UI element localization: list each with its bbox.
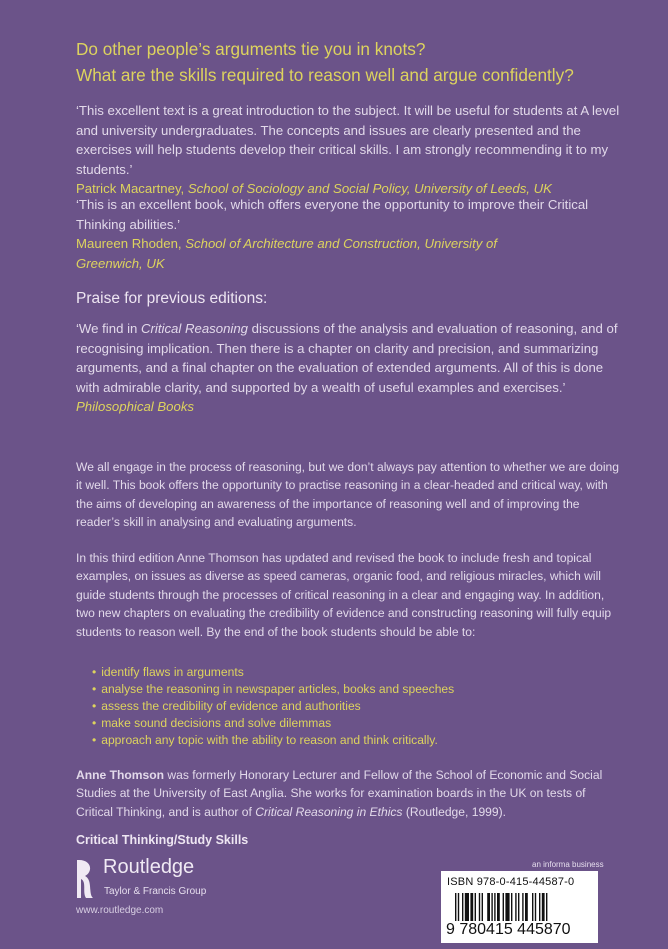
description-paragraph: We all engage in the process of reasoning, but we don’t always pay attention to whether we are doing it well. This book offers the opportunity to practise reasoning in a clear-headed and critical way, with the aims of developing an awareness of the importance of reasoning well and of improving the reader’s skill in analysing and evaluating arguments. xyxy=(76,460,619,530)
praise-heading: Praise for previous editions: xyxy=(76,290,268,307)
ean-number: 9 780415 445870 xyxy=(446,921,571,938)
informa-tagline: an informa business xyxy=(532,860,604,869)
description-paragraph: In this third edition Anne Thomson has updated and revised the book to include fresh and topical examples, on issues as diverse as speed cameras, organic food, and religious miracles, which will guide students through the processes of critical reasoning in a clear and engaging way. In addition, two new chapters on evaluating the credibility of evidence and constructing reasoning will fully equip students to reason well. By the end of the book students should be able to: xyxy=(76,551,612,639)
barcode xyxy=(441,871,598,943)
review-attribution: Patrick Macartney, School of Sociology and Social Policy, University of Leeds, UK xyxy=(76,181,552,196)
isbn: ISBN 978-0-415-44587-0 xyxy=(447,876,575,888)
routledge-r-icon xyxy=(76,858,94,900)
list-item: • assess the credibility of evidence and authorities xyxy=(92,698,454,715)
list-item: • identify flaws in arguments xyxy=(92,664,454,681)
praise-quote: ‘We find in Critical Reasoning discussions of the analysis and evaluation of reasoning, and of recognising implication. Then there is a chapter on clarity and precision, and summarizing arguments, and a final chapter on the evaluation of extended arguments. All of this is done with admirable clarity, and supported by a wealth of useful examples and exercises.’ Philosophical Books xyxy=(76,321,618,414)
list-item: • approach any topic with the ability to reason and think critically. xyxy=(92,732,454,749)
author-bio: Anne Thomson was formerly Honorary Lecturer and Fellow of the School of Economic and Social Studies at the University of East Anglia. She works for examination boards in the UK on tests of Critical Thinking, and is author of Critical Reasoning in Ethics (Routledge, 1999). xyxy=(76,768,603,819)
review-attribution: Maureen Rhoden, School of Architecture and Construction, University of Greenwich, UK xyxy=(76,236,498,271)
headline: Do other people’s arguments tie you in knots? What are the skills required to reason well and argue confidently? xyxy=(76,39,574,85)
list-item: • analyse the reasoning in newspaper articles, books and speeches xyxy=(92,681,454,698)
review-quote: ‘This is an excellent book, which offers everyone the opportunity to improve their Critical Thinking abilities.’ Maureen Rhoden, School of Architecture and Construction, University of Greenwich, UK xyxy=(76,195,621,273)
publisher-url: www.routledge.com xyxy=(76,905,164,916)
list-item: • make sound decisions and solve dilemmas xyxy=(92,715,454,732)
subject-category: Critical Thinking/Study Skills xyxy=(76,833,249,847)
skills-list xyxy=(92,664,454,749)
review-quote: ‘This excellent text is a great introduction to the subject. It will be useful for students at A level and university undergraduates. The concepts and issues are clearly presented and the exercises will help students develop their critical skills. I am strongly recommending it to my students.’ Patrick Macartney, School of Sociology and Social Policy, University of Leeds, UK xyxy=(76,101,621,199)
